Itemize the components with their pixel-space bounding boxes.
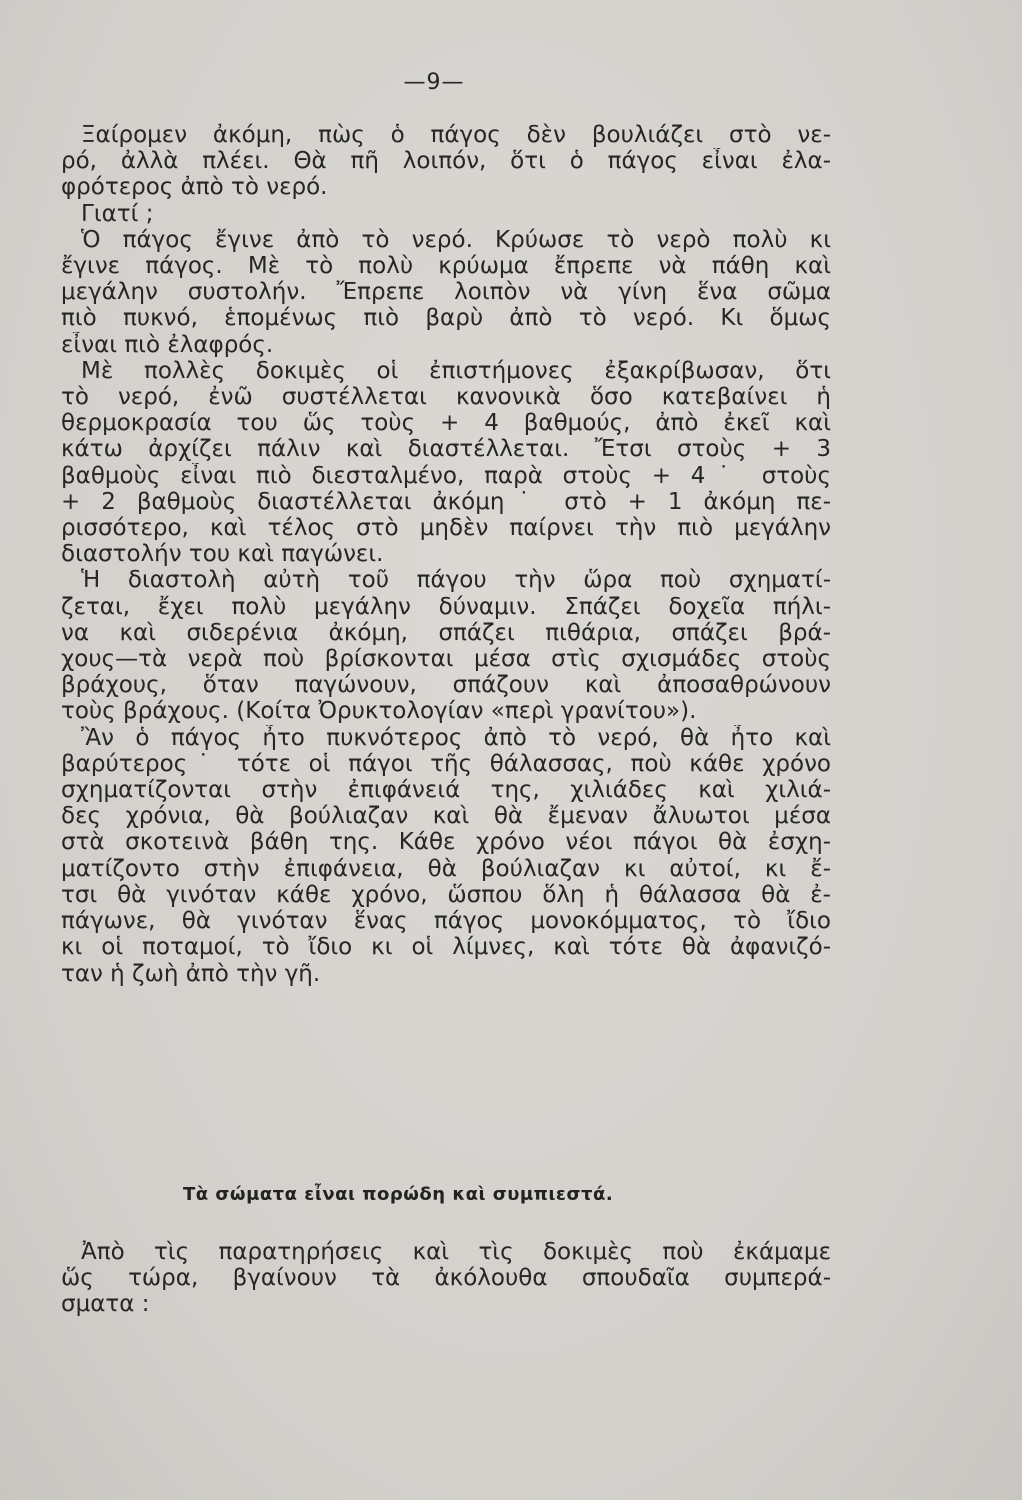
paragraph	[61, 725, 831, 987]
paragraph	[61, 227, 831, 358]
text-line: πάγωνε, θὰ γινόταν ἕνας πάγος μονοκόμματος, τὸ ἴδιο	[61, 908, 831, 935]
body-text	[61, 122, 831, 987]
text-line: Ὁ πάγος ἔγινε ἀπὸ τὸ νερό. Κρύωσε τὸ νερὸ πολὺ κι	[81, 226, 831, 253]
text-line: ἔγινε πάγος. Μὲ τὸ πολὺ κρύωμα ἔπρεπε νὰ πάθη καὶ	[61, 253, 831, 280]
text-line: ρισσότερο, καὶ τέλος στὸ μηδὲν παίρνει τὴν πιὸ μεγάλην	[61, 515, 831, 542]
paragraph	[61, 358, 831, 568]
text-line: Μὲ πολλὲς δοκιμὲς οἱ ἐπιστήμονες ἐξακρίβωσαν, ὅτι	[81, 357, 831, 384]
text-line: χους—τὰ νερὰ ποὺ βρίσκονται μέσα στὶς σχισμάδες στοὺς	[61, 646, 831, 673]
text-line: Ἀπὸ τὶς παρατηρήσεις καὶ τὶς δοκιμὲς ποὺ ἐκάμαμε	[81, 1239, 831, 1265]
text-line: εἶναι πιὸ ἐλαφρός.	[61, 331, 274, 358]
paragraph	[61, 567, 831, 724]
text-line: διαστολήν του καὶ παγώνει.	[61, 541, 384, 568]
text-line: Ἂν ὁ πάγος ἦτο πυκνότερος ἀπὸ τὸ νερό, θὰ ἦτο καὶ	[81, 724, 831, 751]
text-line: βαρύτερος˙ τότε οἱ πάγοι τῆς θάλασσας, ποὺ κάθε χρόνο	[61, 750, 831, 777]
text-line: βαθμοὺς εἶναι πιὸ διεσταλμένο, παρὰ στοὺς + 4˙ στοὺς	[61, 462, 831, 489]
paragraph	[61, 201, 831, 227]
text-line: να καὶ σιδερένια ἀκόμη, σπάζει πιθάρια, σπάζει βρά-	[61, 619, 831, 646]
conclusion-paragraph	[61, 1239, 831, 1318]
text-line: κι οἱ ποταμοί, τὸ ἴδιο κι οἱ λίμνες, καὶ τότε θὰ ἀφανιζό-	[61, 934, 831, 961]
text-line: τὸ νερό, ἐνῶ συστέλλεται κανονικὰ ὅσο κατεβαίνει ἡ	[61, 384, 831, 411]
text-line: βράχους, ὅταν παγώνουν, σπάζουν καὶ ἀποσαθρώνουν	[61, 672, 831, 699]
text-line: δες χρόνια, θὰ βούλιαζαν καὶ θὰ ἔμεναν ἄλυωτοι μέσα	[61, 803, 831, 830]
text-line: ζεται, ἔχει πολὺ μεγάλην δύναμιν. Σπάζει δοχεῖα πήλι-	[61, 593, 831, 620]
text-line: ρό, ἀλλὰ πλέει. Θὰ πῆ λοιπόν, ὅτι ὁ πάγος εἶναι ἐλα-	[61, 148, 831, 175]
paragraph	[61, 122, 831, 201]
text-line: Ξαίρομεν ἀκόμη, πὼς ὁ πάγος δὲν βουλιάζει στὸ νε-	[81, 122, 831, 148]
text-line: τσι θὰ γινόταν κάθε χρόνο, ὥσπου ὅλη ἡ θάλασσα θὰ ἐ-	[61, 881, 831, 908]
text-line: σχηματίζονται στὴν ἐπιφάνειά της, χιλιάδες καὶ χιλιά-	[61, 777, 831, 804]
text-line: ταν ἡ ζωὴ ἀπὸ τὴν γῆ.	[61, 960, 321, 987]
text-line: μεγάλην συστολήν. Ἔπρεπε λοιπὸν νὰ γίνη ἕνα σῶμα	[61, 279, 831, 306]
text-line: σματα :	[61, 1291, 150, 1318]
text-line: + 2 βαθμοὺς διαστέλλεται ἀκόμη˙ στὸ + 1 ἀκόμη πε-	[61, 488, 831, 515]
text-line: ματίζοντο στὴν ἐπιφάνεια, θὰ βούλιαζαν κι αὐτοί, κι ἔ-	[61, 855, 831, 882]
text-line: ὥς τώρα, βγαίνουν τὰ ἀκόλουθα σπουδαῖα συμπερά-	[61, 1265, 831, 1292]
text-line: Ἡ διαστολὴ αὐτὴ τοῦ πάγου τὴν ὥρα ποὺ σχηματί-	[81, 567, 831, 594]
text-line: τοὺς βράχους. (Κοίτα Ὀρυκτολογίαν «περὶ γρανίτου»).	[61, 698, 697, 725]
page-number: —9—	[403, 70, 465, 95]
text-line: θερμοκρασία του ὥς τοὺς + 4 βαθμούς, ἀπὸ ἐκεῖ καὶ	[61, 410, 831, 437]
text-line: πιὸ πυκνό, ἑπομένως πιὸ βαρὺ ἀπὸ τὸ νερό. Κι ὅμως	[61, 305, 831, 332]
text-line: φρότερος ἀπὸ τὸ νερό.	[61, 174, 328, 201]
text-line: στὰ σκοτεινὰ βάθη της. Κάθε χρόνο νέοι πάγοι θὰ ἐσχη-	[61, 829, 831, 856]
text-line: Γιατί ;	[81, 200, 154, 227]
section-heading: Τὰ σώματα εἶναι πορώδη καὶ συμπιεστά.	[183, 1184, 614, 1205]
text-line: κάτω ἀρχίζει πάλιν καὶ διαστέλλεται. Ἔτσι στοὺς + 3	[61, 436, 831, 463]
